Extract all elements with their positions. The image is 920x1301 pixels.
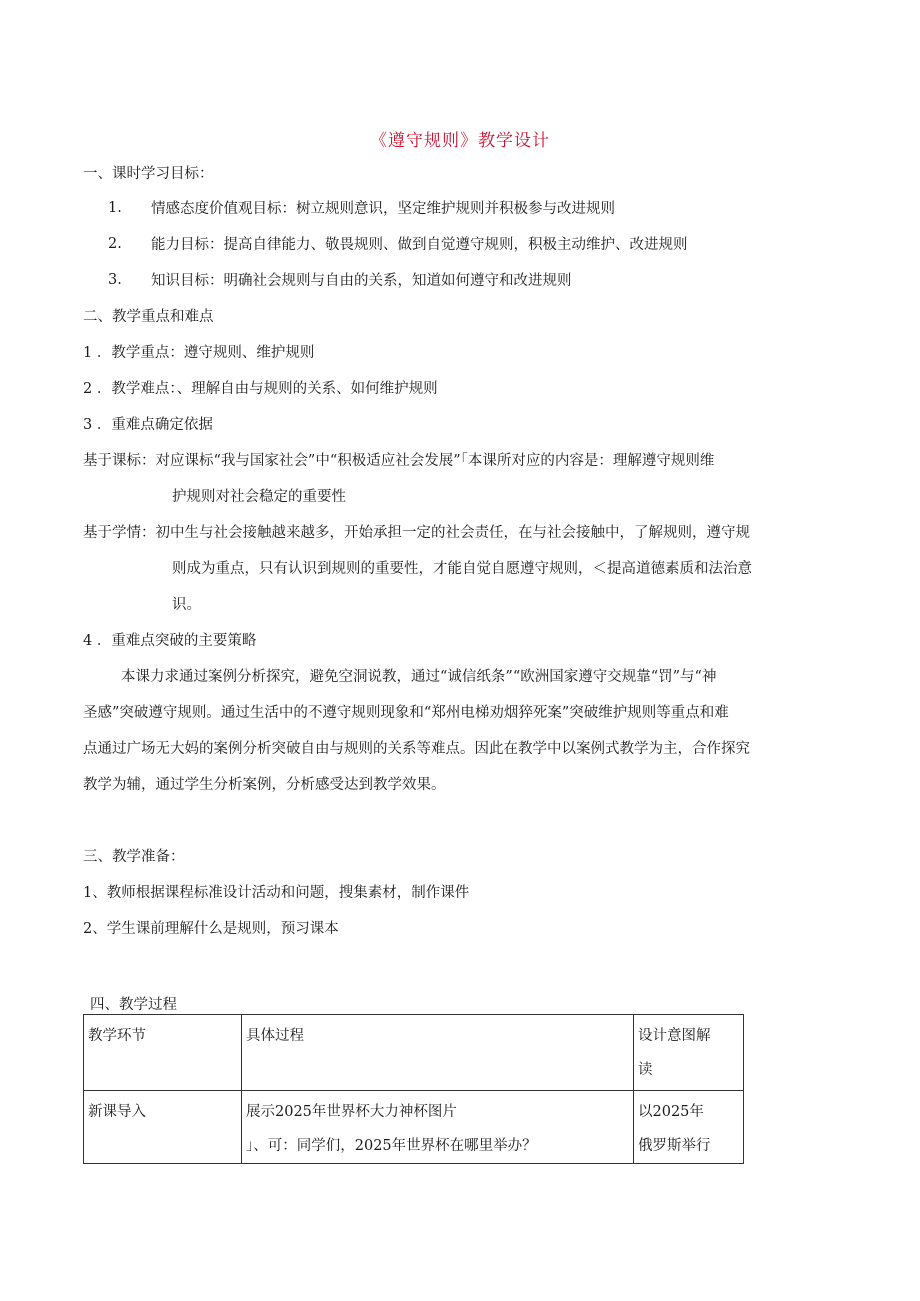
header-intent-label-line-1: 设计意图解 bbox=[638, 1028, 711, 1044]
strategy-line-3: 点通过广场无大妈的案例分析突破自由与规则的关系等难点。因此在教学中以案例式教学为主，合作探究 bbox=[83, 741, 750, 757]
preparation-item-2: 2、学生课前理解什么是规则，预习课本 bbox=[83, 921, 339, 937]
row-stage-label: 新课导入 bbox=[88, 1104, 146, 1120]
table-header-row bbox=[84, 1015, 744, 1091]
objective-1-text: 情感态度价值观目标：树立规则意识，坚定维护规则并积极参与改进规则 bbox=[151, 201, 615, 217]
section-4-heading: 四、教学过程 bbox=[90, 997, 177, 1013]
teaching-process-table bbox=[83, 1014, 744, 1164]
section-3-heading: 三、教学准备： bbox=[83, 849, 185, 865]
objective-1-number: 1. bbox=[108, 200, 122, 216]
header-stage bbox=[84, 1015, 242, 1091]
header-process bbox=[242, 1015, 634, 1091]
learner-basis-line-1: 基于学情：初中生与社会接触越来越多，开始承担一定的社会责任，在与社会接触中，了解规则，遵守规 bbox=[83, 525, 750, 541]
strategy-line-2: 圣感”突破遵守规则。通过生活中的不遵守规则现象和“郑州电梯劝烟猝死案”突破维护规则等重点和难 bbox=[83, 705, 729, 721]
document-title: 《遵守规则》教学设计 bbox=[370, 131, 550, 151]
strategy-heading: 4 ．重难点突破的主要策略 bbox=[83, 633, 257, 649]
row-intent-line-2: 俄罗斯举行 bbox=[638, 1138, 711, 1154]
strategy-line-1: 本课力求通过案例分析探究，避免空洞说教，通过“诚信纸条”“欧洲国家遵守交规靠“罚”与“神 bbox=[121, 669, 717, 685]
curriculum-basis-line-1: 基于课标：对应课标“我与国家社会”中“积极适应社会发展”「本课所对应的内容是：理解遵守规则维 bbox=[83, 453, 715, 469]
key-point: 1 ．教学重点：遵守规则、维护规则 bbox=[83, 345, 315, 361]
header-process-label: 具体过程 bbox=[246, 1028, 304, 1044]
row-intent-line-1: 以2025年 bbox=[638, 1104, 704, 1120]
header-intent-label-line-2: 读 bbox=[638, 1062, 653, 1078]
table-row bbox=[84, 1091, 744, 1164]
section-1-heading: 一、课时学习目标： bbox=[83, 166, 214, 182]
difficult-point: 2 ．教学难点：、理解自由与规则的关系、如何维护规则 bbox=[83, 381, 438, 397]
row-intent bbox=[634, 1091, 744, 1164]
header-stage-label: 教学环节 bbox=[88, 1028, 146, 1044]
basis-heading: 3 ．重难点确定依据 bbox=[83, 417, 213, 433]
header-intent bbox=[634, 1015, 744, 1091]
objective-3-text: 知识目标：明确社会规则与自由的关系，知道如何遵守和改进规则 bbox=[151, 273, 572, 289]
objective-2-text: 能力目标：提高自律能力、敬畏规则、做到自觉遵守规则，积极主动维护、改进规则 bbox=[151, 237, 688, 253]
section-2-heading: 二、教学重点和难点 bbox=[83, 309, 214, 325]
objective-3-number: 3. bbox=[108, 272, 122, 288]
curriculum-basis-line-2: 护规则对社会稳定的重要性 bbox=[172, 489, 346, 505]
row-process bbox=[242, 1091, 634, 1164]
learner-basis-line-2: 则成为重点，只有认识到规则的重要性，才能自觉自愿遵守规则，＜提高道德素质和法治意 bbox=[172, 561, 752, 577]
strategy-line-4: 教学为辅，通过学生分析案例，分析感受达到教学效果。 bbox=[83, 777, 446, 793]
objective-2-number: 2. bbox=[108, 236, 122, 252]
learner-basis-line-3: 识。 bbox=[172, 597, 201, 613]
preparation-item-1: 1、教师根据课程标准设计活动和问题，搜集素材，制作课件 bbox=[83, 885, 470, 901]
row-stage bbox=[84, 1091, 242, 1164]
row-process-line-2: 」、可：同学们，2025年世界杯在哪里举办？ bbox=[246, 1138, 537, 1154]
row-process-line-1: 展示2025年世界杯大力神杯图片 bbox=[246, 1104, 457, 1120]
